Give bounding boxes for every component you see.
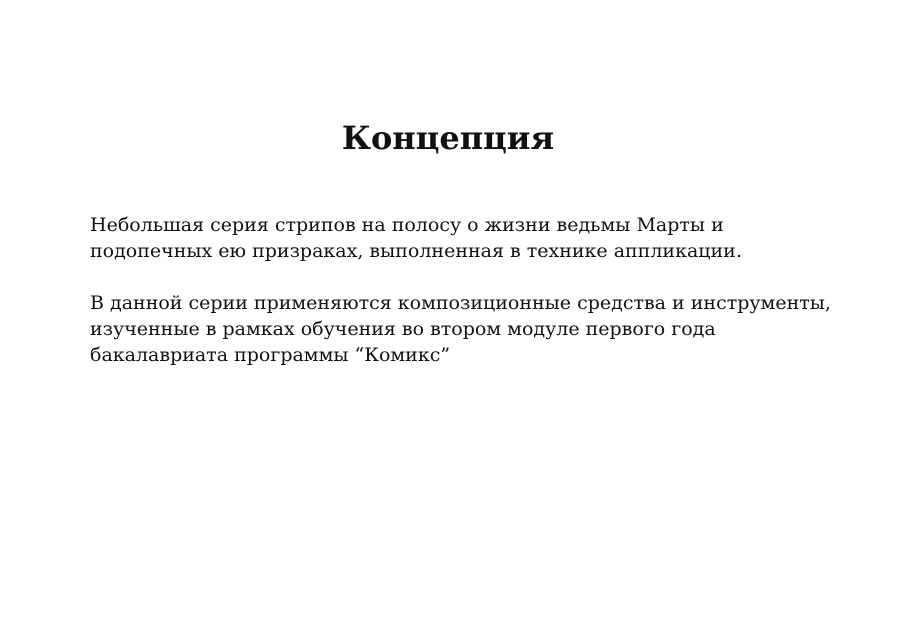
paragraph-project-description (90, 212, 850, 264)
paragraph-line: подопечных ею призраках, выполненная в технике аппликации. (90, 240, 742, 262)
page-title: Концепция (341, 119, 555, 157)
paragraph-line: Небольшая серия стрипов на полосу о жизни ведьмы Марты и (90, 214, 724, 236)
paragraph-line: В данной серии применяются композиционные средства и инструменты, (90, 292, 831, 314)
paragraph-line: изученные в рамках обучения во втором модуле первого года (90, 318, 716, 340)
paragraph-line: бакалавриата программы “Комикс” (90, 344, 451, 366)
paragraph-methods (90, 290, 850, 368)
